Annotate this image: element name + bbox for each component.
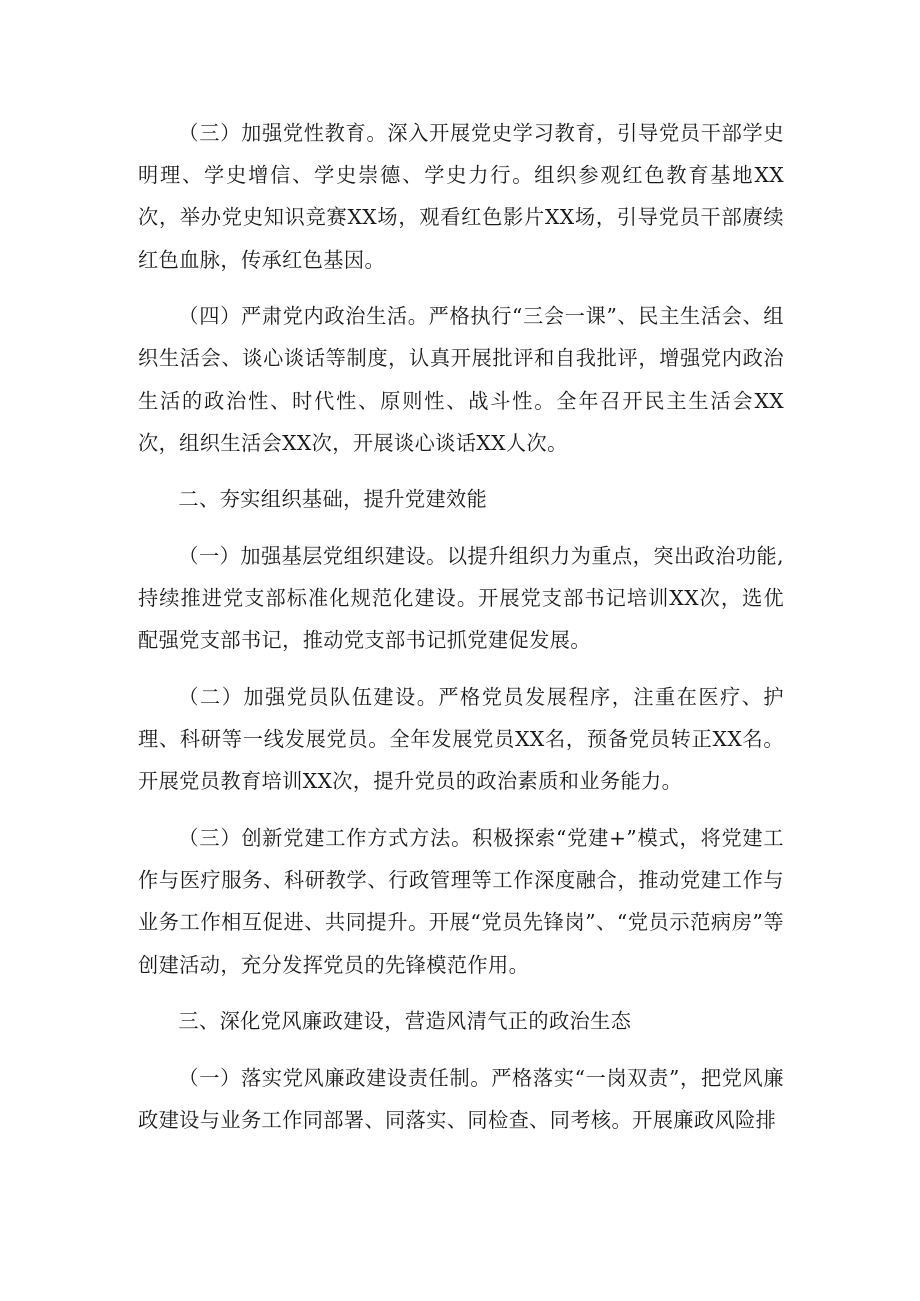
section-heading-integrity-building: 三、深化党风廉政建设，营造风清气正的政治生态: [178, 1009, 632, 1034]
paragraph-innovation-methods: （三）创新党建工作方式方法。积极探索“党建+”模式，将党建工作与医疗服务、科研教学、行政管理等工作深度融合，推动党建工作与业务工作相互促进、共同提升。开展“党员先锋岗”、“党员示范病房”等创建活动，充分发挥党员的先锋模范作用。: [138, 826, 784, 977]
paragraph-responsibility-system: （一）落实党风廉政建设责任制。严格落实“一岗双责”，把党风廉政建设与业务工作同部署、同落实、同检查、同考核。开展廉政风险排: [138, 1065, 784, 1132]
paragraph-member-team-building: （二）加强党员队伍建设。严格党员发展程序，注重在医疗、护理、科研等一线发展党员。全年发展党员XX名，预备党员转正XX名。开展党员教育培训XX次，提升党员的政治素质和业务能力。: [138, 685, 784, 794]
paragraph-party-spirit-education: （三）加强党性教育。深入开展党史学习教育，引导党员干部学史明理、学史增信、学史崇德、学史力行。组织参观红色教育基地XX次，举办党史知识竞赛XX场，观看红色影片XX场，引导党员干部赓续红色血脉，传承红色基因。: [138, 121, 784, 272]
document-body: [138, 112, 784, 1156]
paragraph-grassroots-organization: （一）加强基层党组织建设。以提升组织力为重点，突出政治功能,持续推进党支部标准化规范化建设。开展党支部书记培训XX次，选优配强党支部书记，推动党支部书记抓党建促发展。: [138, 544, 784, 653]
paragraph-inner-party-political-life: （四）严肃党内政治生活。严格执行“三会一课”、民主生活会、组织生活会、谈心谈话等制度，认真开展批评和自我批评，增强党内政治生活的政治性、时代性、原则性、战斗性。全年召开民主生活会XX次，组织生活会XX次，开展谈心谈话XX人次。: [138, 304, 784, 455]
section-heading-organization-foundation: 二、夯实组织基础，提升党建效能: [178, 487, 488, 512]
